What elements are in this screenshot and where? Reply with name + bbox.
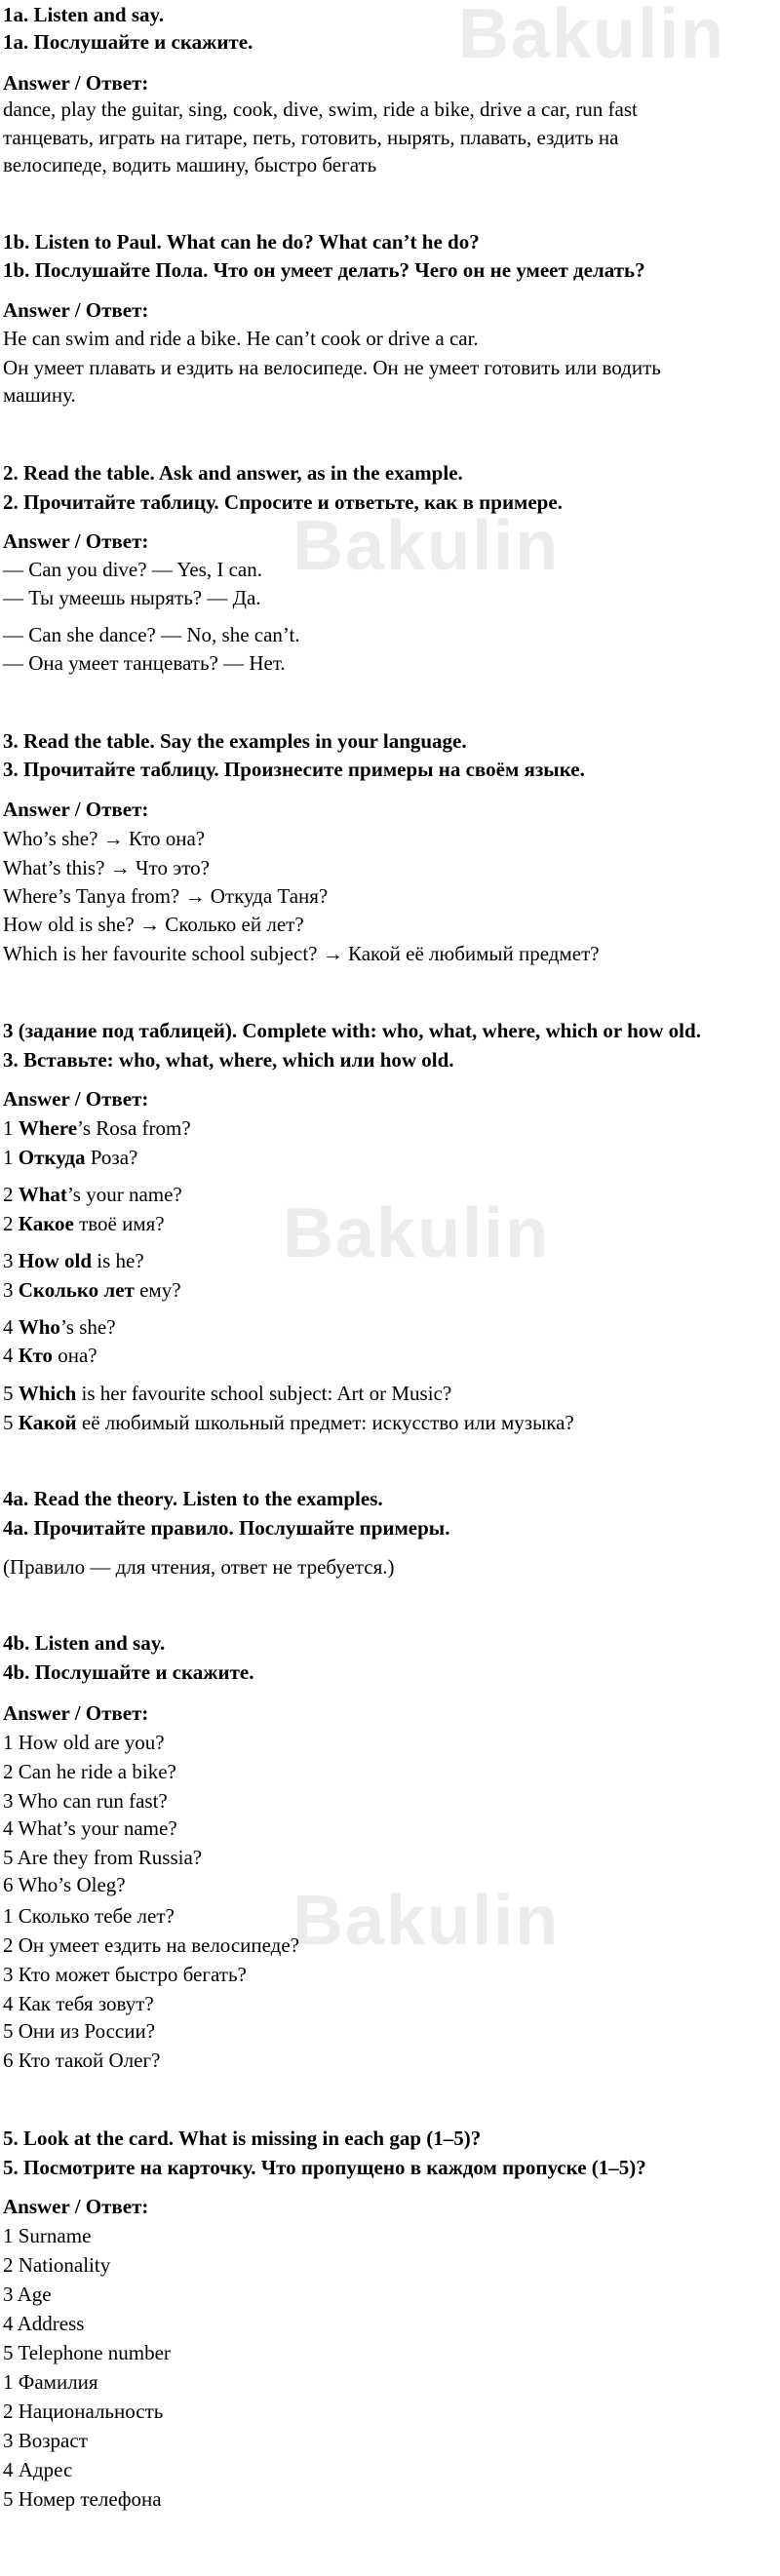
bold-text: What — [18, 1183, 67, 1206]
bold-text: 2. Прочитайте таблицу. Спросите и ответьте, как в примере. — [3, 490, 563, 514]
bold-text: Откуда — [18, 1146, 86, 1169]
text-line — [3, 1045, 454, 1074]
text-line — [3, 1312, 116, 1342]
text: 2 — [3, 1183, 19, 1206]
text-line — [3, 324, 479, 353]
bold-text: How old — [18, 1249, 93, 1272]
text-line — [3, 1513, 449, 1542]
text: ’s she? — [59, 1315, 116, 1339]
text: He can swim and ride a bike. He can’t cook or drive a car. — [3, 327, 479, 350]
text-line — [3, 1084, 148, 1113]
text: 4 — [3, 1315, 19, 1339]
text-line — [3, 1113, 191, 1143]
bold-text: Answer / Ответ: — [3, 1087, 149, 1111]
text-line — [3, 2124, 481, 2153]
text: How old is she? → Сколько ей лет? — [3, 913, 304, 936]
text-line — [3, 1786, 168, 1815]
text: 3 — [3, 1249, 19, 1272]
text-line — [3, 2455, 72, 2484]
bold-text: 2. Read the table. Ask and answer, as in the example. — [3, 461, 463, 485]
text-line — [3, 1628, 165, 1658]
watermark: Bakulin — [292, 507, 561, 585]
text: What’s this? → Что это? — [3, 856, 210, 879]
text: 2 Он умеет ездить на велосипеде? — [3, 1933, 299, 1957]
text: 5 — [3, 1411, 19, 1434]
text-line — [3, 458, 463, 488]
bold-text: Answer / Ответ: — [3, 529, 149, 553]
text-line — [3, 1246, 144, 1275]
bold-text: 4a. Read the theory. Listen to the examples. — [3, 1487, 383, 1510]
text-line — [3, 1901, 175, 1931]
text: ’s Rosa from? — [77, 1116, 191, 1140]
text-line — [3, 2309, 84, 2338]
text: 4 What’s your name? — [3, 1816, 177, 1840]
bold-text: Which — [18, 1382, 77, 1405]
bold-text: 1a. Listen and say. — [3, 3, 165, 26]
text: — Can you dive? — Yes, I can. — [3, 558, 262, 581]
text: 3 Who can run fast? — [3, 1789, 168, 1813]
text: 4 Как тебя зовут? — [3, 1992, 154, 2015]
bold-text: Answer / Ответ: — [3, 71, 149, 95]
text: 4 Address — [3, 2312, 85, 2335]
text-line — [3, 795, 148, 824]
bold-text: 3. Вставьте: who, what, where, which или how old. — [3, 1048, 454, 1072]
text-line — [3, 95, 638, 124]
text: 1 Surname — [3, 2224, 92, 2247]
watermark: Bakulin — [292, 1882, 561, 1960]
text: 1 Фамилия — [3, 2370, 98, 2394]
text-line — [3, 620, 300, 649]
bold-text: 4b. Послушайте и скажите. — [3, 1660, 254, 1684]
bold-text: Сколько лет — [18, 1278, 135, 1302]
text-line — [3, 1143, 137, 1172]
bold-text: Answer / Ответ: — [3, 798, 149, 821]
text: 3 Age — [3, 2283, 52, 2306]
text-line — [3, 1814, 177, 1843]
text: — Она умеет танцевать? — Нет. — [3, 651, 286, 675]
text: 3 — [3, 1278, 19, 1302]
text-line — [3, 755, 585, 784]
text: велосипеде, водить машину, быстро бегать — [3, 153, 377, 176]
bold-text: 3 (задание под таблицей). Complete with: who, what, where, which or how old. — [3, 1019, 701, 1042]
bold-text: 5. Посмотрите на карточку. Что пропущено в каждом пропуске (1–5)? — [3, 2156, 646, 2179]
text-line — [3, 295, 148, 325]
text-line — [3, 853, 210, 882]
text: 4 Адрес — [3, 2458, 73, 2481]
bold-text: Answer / Ответ: — [3, 1701, 149, 1725]
text-line — [3, 2016, 155, 2046]
bold-text: Кто — [18, 1344, 53, 1367]
text: 2 — [3, 1212, 19, 1235]
text-line — [3, 1989, 154, 2018]
text-line — [3, 1698, 148, 1728]
bold-text: 3. Прочитайте таблицу. Произнесите примеры на своём языке. — [3, 758, 585, 781]
bold-text: 1b. Послушайте Пола. Что он умеет делать? Чего он не умеет делать? — [3, 258, 645, 282]
text-line — [3, 555, 262, 584]
text-line — [3, 1843, 202, 1872]
text: 4 — [3, 1344, 19, 1367]
watermark: Bakulin — [458, 0, 726, 73]
text-line — [3, 27, 253, 57]
text: твоё имя? — [73, 1212, 165, 1235]
text-line — [3, 1484, 383, 1513]
text-line — [3, 2426, 88, 2455]
text-line — [3, 2484, 162, 2514]
text: её любимый школьный предмет: искусство или музыка? — [76, 1411, 574, 1434]
text-line — [3, 583, 261, 612]
text: 2 Nationality — [3, 2253, 111, 2277]
watermark: Bakulin — [283, 1194, 551, 1272]
text-line — [3, 527, 148, 556]
text: 2 Can he ride a bike? — [3, 1760, 176, 1783]
text: is he? — [92, 1249, 144, 1272]
text-line — [3, 648, 286, 678]
text-line — [3, 1016, 701, 1045]
text-line — [3, 2367, 98, 2397]
text-line — [3, 1180, 182, 1209]
text: 6 Who’s Oleg? — [3, 1873, 126, 1896]
text-line — [3, 227, 480, 256]
text-line — [3, 255, 645, 285]
text: Он умеет плавать и ездить на велосипеде. Он не умеет готовить или водить — [3, 356, 661, 379]
text: — Can she dance? — No, she can’t. — [3, 623, 300, 646]
text-line — [3, 824, 205, 853]
text-line — [3, 1379, 451, 1408]
text: 6 Кто такой Олег? — [3, 2049, 161, 2072]
text: ему? — [134, 1278, 181, 1302]
text: (Правило — для чтения, ответ не требуется.) — [3, 1555, 395, 1579]
text-line — [3, 2192, 148, 2221]
bold-text: Answer / Ответ: — [3, 2195, 149, 2218]
bold-text: 3. Read the table. Say the examples in your language. — [3, 729, 467, 753]
text-line — [3, 1552, 394, 1581]
text: 5 — [3, 1382, 19, 1405]
text: танцевать, играть на гитаре, петь, готовить, нырять, плавать, ездить на — [3, 126, 619, 149]
text: 5 Are they from Russia? — [3, 1846, 203, 1869]
text: 3 Кто может быстро бегать? — [3, 1963, 247, 1986]
text-line — [3, 2046, 160, 2075]
bold-text: Where — [18, 1116, 78, 1140]
text-line — [3, 0, 164, 29]
text-line — [3, 1275, 181, 1305]
text-line — [3, 1757, 176, 1786]
text-line — [3, 1931, 299, 1960]
bold-text: 4b. Listen and say. — [3, 1631, 166, 1655]
text-line — [3, 2397, 163, 2426]
bold-text: 1b. Listen to Paul. What can he do? What can’t he do? — [3, 230, 480, 254]
text: 1 — [3, 1116, 19, 1140]
text-line — [3, 881, 328, 911]
bold-text: 4a. Прочитайте правило. Послушайте примеры. — [3, 1516, 450, 1540]
text: 1 Сколько тебе лет? — [3, 1904, 175, 1928]
text-line — [3, 2280, 52, 2309]
bold-text: 5. Look at the card. What is missing in each gap (1–5)? — [3, 2127, 482, 2150]
text-line — [3, 150, 376, 179]
bold-text: Какое — [18, 1212, 74, 1235]
text-line — [3, 353, 661, 382]
text: 5 Они из России? — [3, 2019, 156, 2043]
text: Where’s Tanya from? → Откуда Таня? — [3, 884, 329, 908]
bold-text: Who — [18, 1315, 60, 1339]
text-line — [3, 1728, 165, 1757]
bold-text: 1a. Послушайте и скажите. — [3, 30, 254, 54]
text-line — [3, 1209, 165, 1238]
text: Who’s she? → Кто она? — [3, 827, 206, 850]
text: is her favourite school subject: Art or Music? — [76, 1382, 452, 1405]
text-line — [3, 1341, 98, 1370]
text: Роза? — [85, 1146, 138, 1169]
text: она? — [53, 1344, 98, 1367]
bold-text: Answer / Ответ: — [3, 298, 149, 322]
text: 2 Национальность — [3, 2400, 164, 2423]
text: машину. — [3, 383, 76, 407]
text-line — [3, 1658, 254, 1687]
text: — Ты умеешь нырять? — Да. — [3, 586, 261, 609]
text-line — [3, 1960, 247, 1989]
text: 1 — [3, 1146, 19, 1169]
text-line — [3, 123, 618, 152]
text-line — [3, 2153, 646, 2182]
text-line — [3, 380, 76, 410]
text: 5 Telephone number — [3, 2341, 171, 2364]
text-line — [3, 910, 304, 939]
text: ’s your name? — [66, 1183, 182, 1206]
text: 1 How old are you? — [3, 1731, 165, 1754]
text: dance, play the guitar, sing, cook, dive, swim, ride a bike, drive a car, run fast — [3, 98, 638, 121]
bold-text: Какой — [18, 1411, 77, 1434]
text-line — [3, 2221, 91, 2250]
text-line — [3, 2338, 171, 2367]
text: Which is her favourite school subject? → Какой её любимый предмет? — [3, 942, 600, 965]
text: 5 Номер телефона — [3, 2487, 162, 2511]
text-line — [3, 1870, 126, 1899]
text-line — [3, 2250, 110, 2280]
text: 3 Возраст — [3, 2429, 88, 2452]
text-line — [3, 939, 600, 968]
text-line — [3, 726, 467, 756]
text-line — [3, 68, 148, 98]
text-line — [3, 1408, 574, 1437]
text-line — [3, 488, 563, 517]
